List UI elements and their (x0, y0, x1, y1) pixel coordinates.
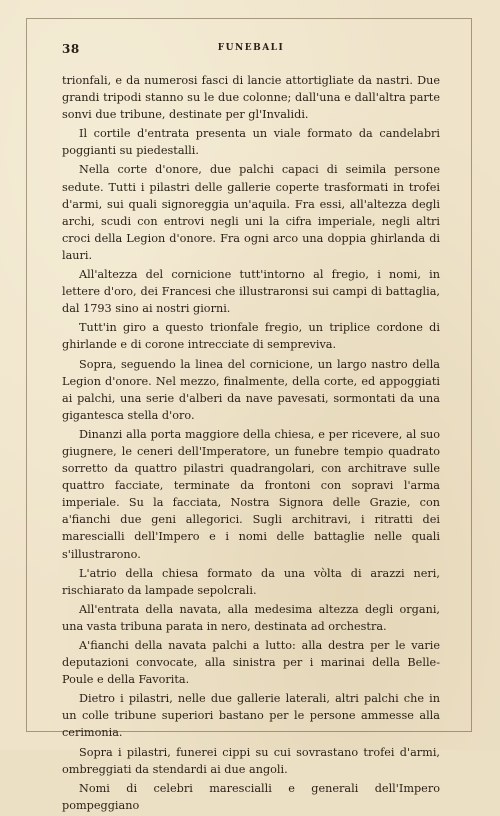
paragraph: Nomi di celebri marescialli e generali dell'Impero pompeggiano (62, 781, 440, 812)
paragraph: L'atrio della chiesa formato da una vòlta di arazzi neri, rischiarato da lampade sepolcrali. (62, 566, 440, 597)
paragraph: Sopra, seguendo la linea del cornicione, un largo nastro della Legion d'onore. Nel mezzo, finalmente, della corte, ed appoggiati ai palchi, una serie d'alberi da nave pavesati, sormontati da una gigantesca stella d'oro. (62, 357, 440, 422)
paragraph: Dietro i pilastri, nelle due gallerie laterali, altri palchi che in un colle tribune superiori bastano per le persone ammesse alla cerimonia. (62, 692, 440, 740)
paragraph: Tutt'in giro a questo trionfale fregio, un triplice cordone di ghirlande e di corone intrecciate di sempreviva. (62, 321, 440, 352)
paragraph: trionfali, e da numerosi fasci di lancie attortigliate da nastri. Due grandi tripodi stanno su le due colonne; dall'una e dall'altra parte sonvi due tribune, destinate per gl'Invalidi. (62, 74, 440, 122)
paragraph: All'altezza del cornicione tutt'intorno al fregio, i nomi, in lettere d'oro, dei Francesi che illustraronsi sui campi di battaglia, dal 1793 sino ai nostri giorni. (62, 268, 440, 316)
paragraph: Dinanzi alla porta maggiore della chiesa, e per ricevere, al suo giugnere, le ceneri dell'Imperatore, un funebre tempio quadrato sorretto da quattro pilastri quadrangolari, con architrave sulle quattro facciate, terminate da frontoni con sopravi l'arma imperiale. Su la facciata, Nostra Signora delle Grazie, con a'fianchi due geni allegorici. Sugli architravi, i ritratti dei marescialli dell'Impero e i nomi delle battaglie nelle quali s'illustrarono. (62, 427, 440, 561)
body-text (62, 72, 440, 816)
running-head: FUNEBALI (217, 43, 285, 53)
paragraph: Sopra i pilastri, funerei cippi su cui sovrastano trofei d'armi, ombreggiati da stendardi ai due angoli. (62, 745, 440, 776)
paragraph: Nella corte d'onore, due palchi capaci di seimila persone sedute. Tutti i pilastri delle gallerie coperte trasformati in trofei d'armi, sui quali signoreggia un'aquila. Fra essi, all'altezza degli archi, scudi con entrovi negli uni la cifra imperiale, negli altri croci della Legion d'onore. Fra ogni arco una doppia ghirlanda di lauri. (62, 163, 440, 262)
paragraph: Il cortile d'entrata presenta un viale formato da candelabri poggianti su piedestalli. (62, 127, 440, 158)
paragraph: All'entrata della navata, alla medesima altezza degli organi, una vasta tribuna parata in nero, destinata ad orchestra. (62, 602, 440, 633)
page-header (62, 42, 440, 60)
page-number: 38 (62, 42, 80, 56)
paragraph: A'fianchi della navata palchi a lutto: alla destra per le varie deputazioni convocate, alla sinistra per i marinai della Belle-Poule e della Favorita. (62, 639, 440, 687)
